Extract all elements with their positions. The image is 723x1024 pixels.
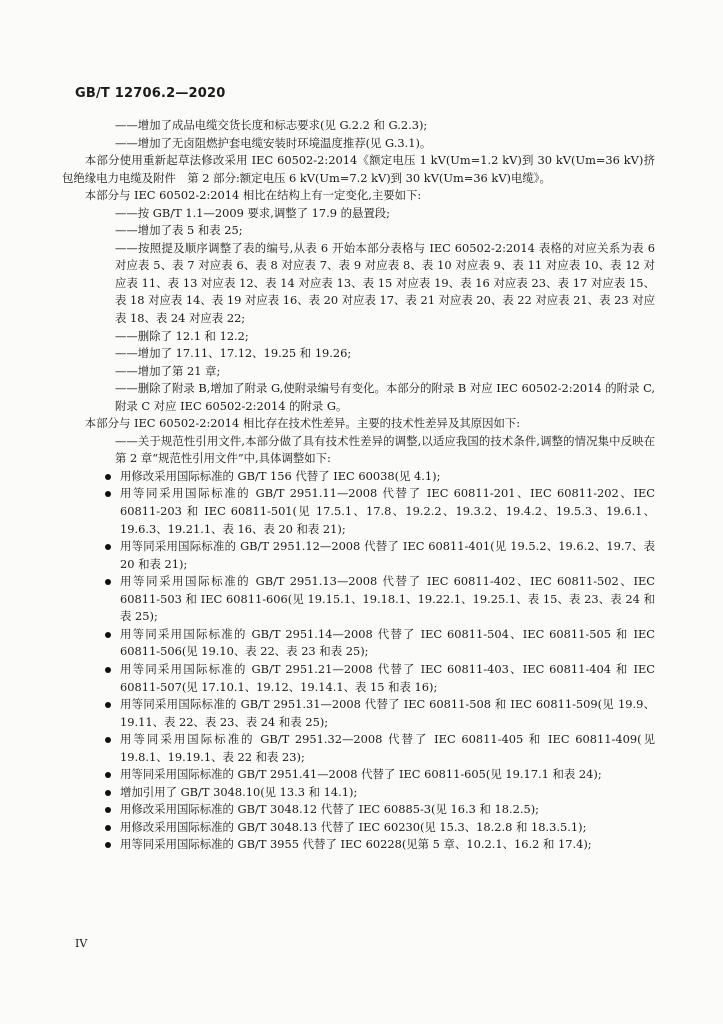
bullet-icon: [105, 702, 111, 708]
list-item-text: 用等同采用国际标准的 GB/T 2951.32—2008 代替了 IEC 60811-405 和 IEC 60811-409(见 19.8.1、19.19.1、表 22 和表 23);: [120, 732, 655, 764]
paragraph: ——增加了表 5 和表 25;: [115, 223, 243, 238]
list-item-text: 用等同采用国际标准的 GB/T 2951.31—2008 代替了 IEC 60811-508 和 IEC 60811-509(见 19.9、19.11、表 22、表 23、表 24 和表 25);: [120, 697, 655, 729]
list-item: [88, 661, 655, 696]
bullet-icon: [105, 579, 111, 585]
list-item-text: 用等同采用国际标准的 GB/T 2951.14—2008 代替了 IEC 60811-504、IEC 60811-505 和 IEC 60811-506(见 19.10、表 22、表 23 和表 25);: [120, 626, 655, 659]
list-item: [88, 485, 655, 538]
list-item: [88, 468, 655, 486]
bullet-icon: [105, 632, 111, 638]
paragraph: ——删除了 12.1 和 12.2;: [115, 328, 249, 343]
list-item: [88, 819, 655, 837]
paragraph: ——增加了无卤阻燃护套电缆安装时环境温度推荐(见 G.3.1)。: [115, 135, 432, 150]
bullet-icon: [105, 474, 111, 480]
list-item-text: 增加引用了 GB/T 3048.10(见 13.3 和 14.1);: [120, 784, 358, 799]
list-item-text: 用修改采用国际标准的 GB/T 156 代替了 IEC 60038(见 4.1);: [120, 468, 441, 483]
paragraph: ——按 GB/T 1.1—2009 要求,调整了 17.9 的悬置段;: [115, 205, 391, 220]
bullet-icon: [105, 772, 111, 778]
bullet-icon: [105, 790, 111, 796]
list-item-text: 用等同采用国际标准的 GB/T 2951.12—2008 代替了 IEC 60811-401(见 19.5.2、19.6.2、19.7、表 20 和表 21);: [120, 539, 655, 571]
paragraph: ——增加了第 21 章;: [115, 363, 221, 378]
list-item: [88, 784, 655, 802]
list-item-text: 用等同采用国际标准的 GB/T 3955 代替了 IEC 60228(见第 5 章、10.2.1、16.2 和 17.4);: [120, 837, 592, 852]
list-item: [88, 801, 655, 819]
list-item-text: 用等同采用国际标准的 GB/T 2951.13—2008 代替了 IEC 60811-402、IEC 60811-502、IEC 60811-503 和 IEC 60811-606(见 19.15.1、19.18.1、19.22.1、19.25.1、表 15、表 23、表 24 和表 25);: [120, 574, 655, 624]
bullet-icon: [105, 737, 111, 743]
bullet-icon: [105, 491, 111, 497]
bullet-list: [88, 468, 655, 854]
list-item: [88, 626, 655, 661]
bullet-icon: [105, 667, 111, 673]
list-item-text: 用等同采用国际标准的 GB/T 2951.11—2008 代替了 IEC 60811-201、IEC 60811-202、IEC 60811-203 和 IEC 60811-501(见 17.5.1、17.8、19.2.2、19.3.2、19.4.2、19.5.3、19.6.1、19.6.3、19.21.1、表 16、表 20 和表 21);: [120, 486, 655, 536]
bullet-icon: [105, 842, 111, 848]
list-item: [88, 538, 655, 573]
list-item-text: 用修改采用国际标准的 GB/T 3048.12 代替了 IEC 60885-3(见 16.3 和 18.2.5);: [120, 802, 540, 817]
foreword-body: [62, 117, 655, 854]
list-item: [88, 836, 655, 854]
bullet-icon: [105, 544, 111, 550]
paragraph: ——增加了 17.11、17.12、19.25 和 19.26;: [115, 346, 352, 361]
list-item-text: 用修改采用国际标准的 GB/T 3048.13 代替了 IEC 60230(见 15.3、18.2.8 和 18.3.5.1);: [120, 819, 587, 834]
standard-number-header: GB/T 12706.2—2020: [75, 86, 226, 101]
bullet-icon: [105, 825, 111, 831]
paragraph: 本部分与 IEC 60502-2:2014 相比在结构上有一定变化,主要如下:: [84, 188, 422, 203]
page-number: IV: [75, 937, 88, 950]
list-item: [88, 573, 655, 626]
paragraph: ——删除了附录 B,增加了附录 G,使附录编号有变化。本部分的附录 B 对应 IEC 60502-2:2014 的附录 C,附录 C 对应 IEC 60502-2:2014 的附录 G。: [115, 381, 655, 413]
paragraph: ——增加了成品电缆交货长度和标志要求(见 G.2.2 和 G.2.3);: [115, 118, 428, 132]
list-item-text: 用等同采用国际标准的 GB/T 2951.21—2008 代替了 IEC 60811-403、IEC 60811-404 和 IEC 60811-507(见 17.10.1、19.12、19.14.1、表 15 和表 16);: [120, 661, 655, 694]
paragraph: 本部分使用重新起草法修改采用 IEC 60502-2:2014《额定电压 1 kV(Um=1.2 kV)到 30 kV(Um=36 kV)挤包绝缘电力电缆及附件 第 2 部分:额定电压 6 kV(Um=7.2 kV)到 30 kV(Um=36 kV)电缆》。: [62, 153, 655, 185]
list-item: [88, 766, 655, 784]
list-item: [88, 731, 655, 766]
paragraph: ——按照提及顺序调整了表的编号,从表 6 开始本部分表格与 IEC 60502-2:2014 表格的对应关系为表 6 对应表 5、表 7 对应表 6、表 8 对应表 7、表 9 对应表 8、表 10 对应表 9、表 11 对应表 10、表 12 对应表 11、表 13 对应表 12、表 14 对应表 13、表 15 对应表 19、表 16 对应表 23、表 17 对应表 15、表 18 对应表 14、表 19 对应表 16、表 20 对应表 17、表 21 对应表 20、表 22 对应表 21、表 23 对应表 18、表 24 对应表 22;: [115, 240, 655, 326]
list-item-text: 用等同采用国际标准的 GB/T 2951.41—2008 代替了 IEC 60811-605(见 19.17.1 和表 24);: [120, 767, 602, 782]
list-item: [88, 696, 655, 731]
bullet-icon: [105, 807, 111, 813]
paragraph: 本部分与 IEC 60502-2:2014 相比存在技术性差异。主要的技术性差异及其原因如下:: [84, 416, 521, 431]
paragraph: ——关于规范性引用文件,本部分做了具有技术性差异的调整,以适应我国的技术条件,调整的情况集中反映在第 2 章“规范性引用文件”中,具体调整如下:: [115, 433, 655, 466]
